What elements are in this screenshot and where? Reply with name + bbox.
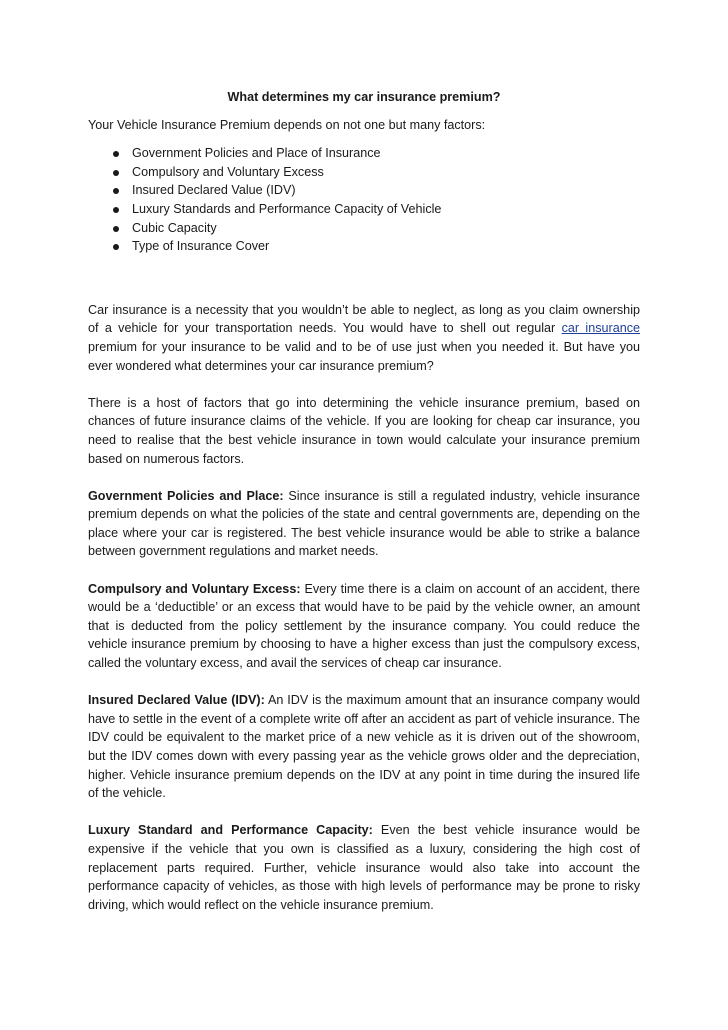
list-item-text: Government Policies and Place of Insurance (132, 146, 381, 161)
section-body: Every time there is a claim on account of an accident, there would be a ‘deductible’ or an excess that would have to be paid by the vehicle owner, an amount that is deducted from the policy settlement by the insurance company. You could reduce the vehicle insurance premium by choosing to have a higher excess than just the compulsory excess, called the voluntary excess, and avail the services of cheap car insurance. (88, 581, 640, 671)
list-item (88, 200, 640, 219)
paragraph-text: Car insurance is a necessity that you wouldn’t be able to neglect, as long as you claim ownership of a vehicle for your transportation needs. You would have to shell out regular (88, 302, 640, 336)
bullet-icon (113, 226, 119, 232)
list-item (88, 237, 640, 256)
section-heading: Compulsory and Voluntary Excess: (88, 581, 301, 596)
bullet-icon (113, 151, 119, 157)
intro-text: Your Vehicle Insurance Premium depends on not one but many factors: (88, 117, 486, 132)
document-title: What determines my car insurance premium? (227, 90, 501, 104)
paragraph-text: premium for your insurance to be valid and to be of use just when you needed it. But have you ever wondered what determines your car insurance premium? (88, 339, 640, 373)
section-government-policies (88, 487, 640, 561)
bullet-icon (113, 188, 119, 194)
paragraph-host-of-factors: There is a host of factors that go into determining the vehicle insurance premium, based on chances of future insurance claims of the vehicle. If you are looking for cheap car insurance, you need to realise that the best vehicle insurance in town would calculate your insurance premium based on numerous factors. (88, 395, 640, 466)
list-item-text: Insured Declared Value (IDV) (132, 183, 296, 198)
list-item-text: Type of Insurance Cover (132, 239, 270, 254)
bullet-icon (113, 244, 119, 250)
bullet-icon (113, 170, 119, 176)
section-heading: Government Policies and Place: (88, 488, 284, 503)
factor-list (88, 144, 640, 256)
list-item-text: Luxury Standards and Performance Capacity of Vehicle (132, 201, 442, 216)
bullet-icon (113, 207, 119, 213)
section-heading: Insured Declared Value (IDV): (88, 693, 265, 708)
section-body: An IDV is the maximum amount that an insurance company would have to settle in the event of a complete write off after an accident as part of vehicle insurance. The IDV could be equivalent to the market price of a new vehicle as it is driven out of the showroom, but the IDV comes down with every passing year as the vehicle grows older and the depreciation, higher. Vehicle insurance premium depends on the IDV at any point in time during the insured life of the vehicle. (88, 693, 640, 801)
document-page (88, 88, 640, 933)
section-luxury-performance (88, 821, 640, 914)
section-body: Even the best vehicle insurance would be expensive if the vehicle that you own is classified as a luxury, considering the high cost of replacement parts required. Further, vehicle insurance would also take into account the performance capacity of vehicles, as those with high levels of performance may be prone to risky driving, which would reflect on the vehicle insurance premium. (88, 823, 641, 912)
section-heading: Luxury Standard and Performance Capacity: (88, 823, 373, 838)
list-item-text: Cubic Capacity (132, 220, 217, 235)
list-item (88, 144, 640, 163)
list-item (88, 163, 640, 182)
section-body: Since insurance is still a regulated industry, vehicle insurance premium depends on what the policies of the state and central governments are, depending on the place where your car is registered. The best vehicle insurance would be able to strike a balance between government regulations and market needs. (88, 488, 640, 559)
section-idv (88, 691, 640, 803)
list-item (88, 181, 640, 200)
list-item (88, 219, 640, 238)
paragraph-car-insurance-necessity (88, 301, 640, 375)
car-insurance-link[interactable]: car insurance (561, 321, 640, 336)
list-item-text: Compulsory and Voluntary Excess (132, 164, 324, 179)
section-excess (88, 580, 640, 673)
